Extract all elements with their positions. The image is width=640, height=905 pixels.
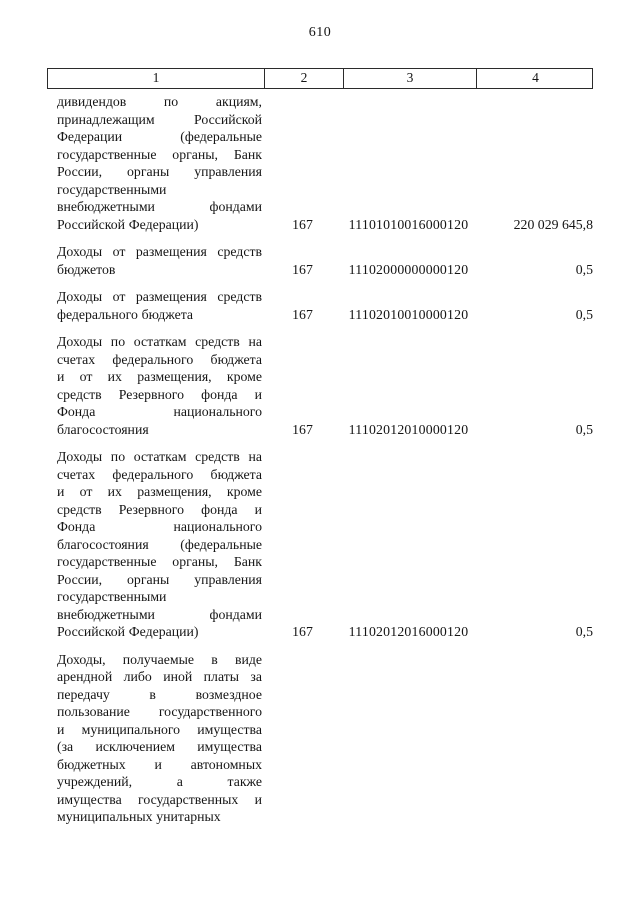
budget-code-cell: 11102000000000120 bbox=[348, 261, 469, 277]
amount-cell: 220 029 645,8 bbox=[513, 216, 593, 232]
table-header bbox=[47, 68, 593, 89]
revenue-name-line: Фонда национального bbox=[57, 519, 262, 534]
revenue-name-line: благосостояния bbox=[57, 421, 149, 437]
revenue-name-line: Фонда национального bbox=[57, 404, 262, 419]
table-row bbox=[47, 288, 593, 323]
revenue-name-line: арендной либо иной платы за bbox=[57, 669, 262, 684]
revenue-name-line: Российской Федерации) bbox=[57, 624, 199, 639]
table-row bbox=[47, 93, 593, 233]
budget-code-cell bbox=[342, 808, 475, 826]
budget-code-cell: 11102012016000120 bbox=[348, 624, 469, 639]
revenue-name-line: внебюджетными фондами bbox=[57, 606, 262, 622]
revenue-name-line: государственные органы, Банк bbox=[57, 554, 262, 569]
budget-code-cell: 11102010010000120 bbox=[348, 306, 469, 322]
revenue-name-line: и от их размещения, кроме bbox=[57, 484, 262, 499]
admin-code-cell: 167 bbox=[292, 216, 313, 232]
amount-cell: 0,5 bbox=[575, 261, 593, 277]
revenue-name-line: счетах федерального бюджета bbox=[57, 351, 262, 367]
revenue-name-line: имущества государственных и bbox=[57, 791, 262, 807]
revenue-name-line: Доходы по остаткам средств на bbox=[57, 334, 262, 349]
admin-code-cell: 167 bbox=[292, 624, 313, 639]
revenue-name-line: Федерации (федеральные bbox=[57, 129, 262, 144]
revenue-name-line: и от их размещения, кроме bbox=[57, 369, 262, 384]
revenue-name-cell bbox=[47, 333, 263, 438]
admin-code-cell: 167 bbox=[292, 261, 313, 277]
revenue-name-line: государственными bbox=[57, 589, 167, 604]
amount-cell: 0,5 bbox=[575, 306, 593, 322]
revenue-name-line: Российской Федерации) bbox=[57, 216, 199, 232]
amount-cell bbox=[475, 808, 593, 826]
table-row bbox=[47, 333, 593, 438]
revenue-name-line: федерального бюджета bbox=[57, 306, 194, 322]
revenue-name-line: государственные органы, Банк bbox=[57, 146, 262, 162]
revenue-name-line: средств Резервного фонда и bbox=[57, 386, 262, 402]
revenue-name-line: Доходы по остаткам средств на bbox=[57, 449, 262, 464]
revenue-name-line: передачу в возмездное bbox=[57, 686, 262, 702]
table-row bbox=[47, 651, 593, 826]
header-cell-3: 3 bbox=[343, 69, 476, 88]
table-row bbox=[47, 243, 593, 278]
revenue-name-line: муниципальных унитарных bbox=[57, 809, 221, 824]
revenue-name-cell bbox=[47, 651, 263, 826]
revenue-name-line: Доходы, получаемые в виде bbox=[57, 651, 262, 667]
revenue-name-line: благосостояния (федеральные bbox=[57, 536, 262, 552]
admin-code-cell: 167 bbox=[292, 421, 313, 437]
revenue-name-cell bbox=[47, 93, 263, 233]
header-cell-1: 1 bbox=[152, 70, 160, 85]
table-row bbox=[47, 448, 593, 641]
budget-table bbox=[47, 68, 593, 836]
amount-cell: 0,5 bbox=[575, 421, 593, 437]
revenue-name-cell bbox=[47, 243, 263, 278]
table-body bbox=[47, 93, 593, 826]
revenue-name-line: Доходы от размещения средств bbox=[57, 289, 262, 304]
budget-code-cell: 11102012010000120 bbox=[348, 421, 469, 437]
header-cell-2: 2 bbox=[264, 69, 343, 88]
budget-code-cell: 11101010016000120 bbox=[348, 216, 469, 232]
revenue-name-line: России, органы управления bbox=[57, 164, 262, 179]
revenue-name-line: дивидендов по акциям, bbox=[57, 94, 262, 109]
revenue-name-line: средств Резервного фонда и bbox=[57, 501, 262, 517]
revenue-name-line: бюджетных и автономных bbox=[57, 756, 262, 772]
page-number: 610 bbox=[308, 25, 332, 40]
header-cell-4: 4 bbox=[476, 69, 594, 88]
revenue-name-line: принадлежащим Российской bbox=[57, 111, 262, 127]
admin-code-cell bbox=[263, 808, 342, 826]
revenue-name-line: счетах федерального бюджета bbox=[57, 466, 262, 482]
revenue-name-line: учреждений, а также bbox=[57, 774, 262, 789]
admin-code-cell: 167 bbox=[292, 306, 313, 322]
revenue-name-line: бюджетов bbox=[57, 261, 116, 277]
amount-cell: 0,5 bbox=[575, 624, 593, 639]
revenue-name-cell bbox=[47, 288, 263, 323]
revenue-name-line: России, органы управления bbox=[57, 571, 262, 587]
revenue-name-line: государственными bbox=[57, 181, 167, 197]
revenue-name-line: (за исключением имущества bbox=[57, 739, 262, 754]
revenue-name-line: и муниципального имущества bbox=[57, 721, 262, 737]
revenue-name-line: внебюджетными фондами bbox=[57, 199, 262, 214]
revenue-name-line: Доходы от размещения средств bbox=[57, 244, 262, 259]
revenue-name-line: пользование государственного bbox=[57, 704, 262, 719]
revenue-name-cell bbox=[47, 448, 263, 641]
